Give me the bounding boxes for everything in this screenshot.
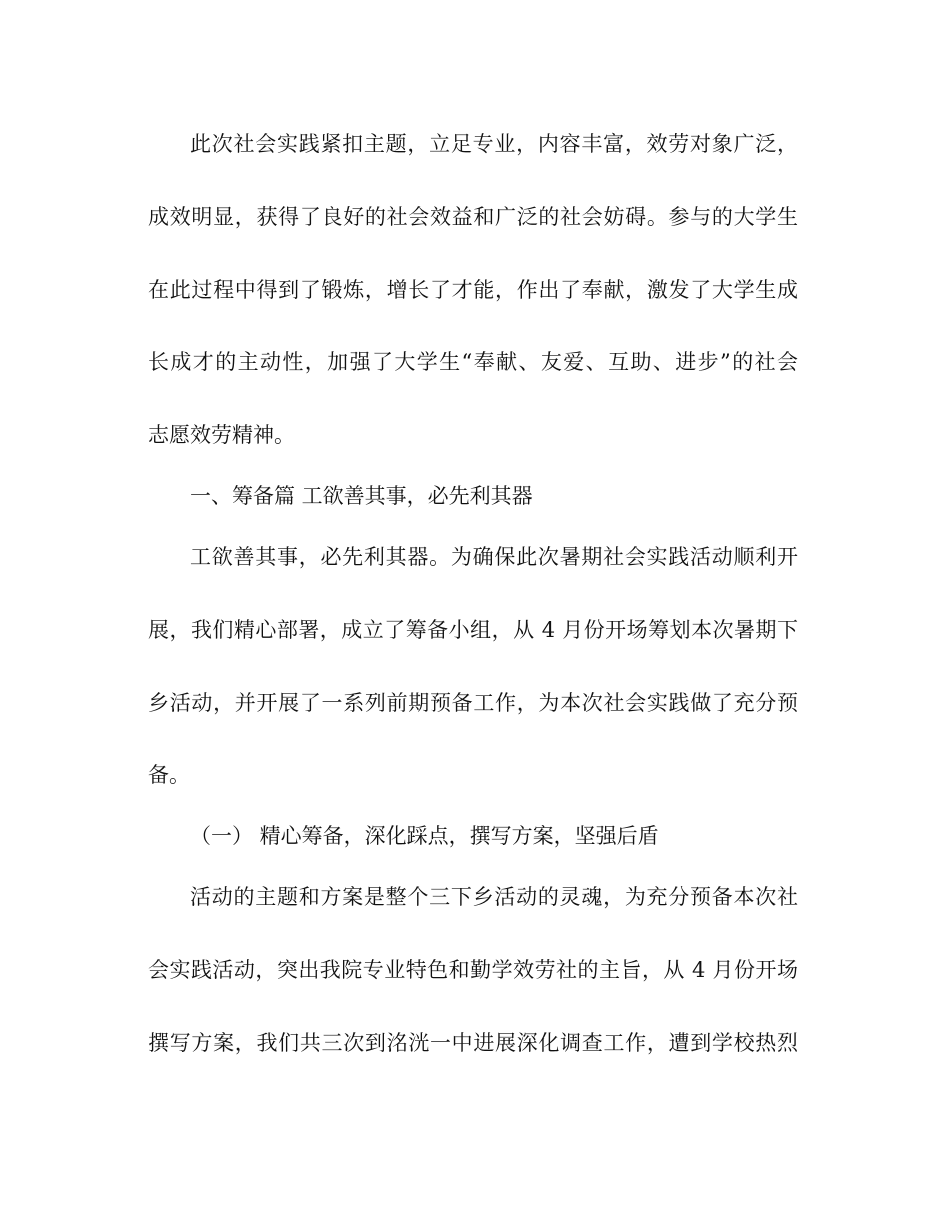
section-heading-1: 一、筹备篇 工欲善其事，必先利其器 bbox=[190, 484, 533, 508]
paragraph-2-line-1: 工欲善其事，必先利其器。为确保此次暑期社会实践活动顺利开 bbox=[190, 545, 798, 569]
paragraph-2-line-3: 乡活动，并开展了一系列前期预备工作，为本次社会实践做了充分预 bbox=[148, 691, 798, 715]
paragraph-3-line-2: 会实践活动，突出我院专业特色和勤学效劳社的主旨，从 4 月份开场 bbox=[148, 958, 798, 982]
paragraph-1-line-3: 在此过程中得到了锻炼，增长了才能，作出了奉献，激发了大学生成 bbox=[148, 278, 798, 302]
paragraph-1-line-2: 成效明显，获得了良好的社会效益和广泛的社会妨碍。参与的大学生 bbox=[148, 205, 798, 229]
paragraph-1-line-4: 长成才的主动性，加强了大学生“奉献、友爱、互助、进步”的社会 bbox=[148, 350, 798, 374]
paragraph-1-line-1: 此次社会实践紧扣主题，立足专业，内容丰富，效劳对象广泛， bbox=[190, 132, 798, 156]
paragraph-2-line-4: 备。 bbox=[148, 763, 190, 787]
paragraph-3-line-3: 撰写方案，我们共三次到洺洸一中进展深化调查工作，遭到学校热烈 bbox=[148, 1031, 798, 1055]
paragraph-2-line-2: 展，我们精心部署，成立了筹备小组，从 4 月份开场筹划本次暑期下 bbox=[148, 618, 798, 642]
subsection-heading-1: （一） 精心筹备，深化踩点，撰写方案，坚强后盾 bbox=[190, 824, 659, 848]
paragraph-3-line-1: 活动的主题和方案是整个三下乡活动的灵魂，为充分预备本次社 bbox=[190, 885, 798, 909]
paragraph-1-line-5: 志愿效劳精神。 bbox=[148, 423, 295, 447]
